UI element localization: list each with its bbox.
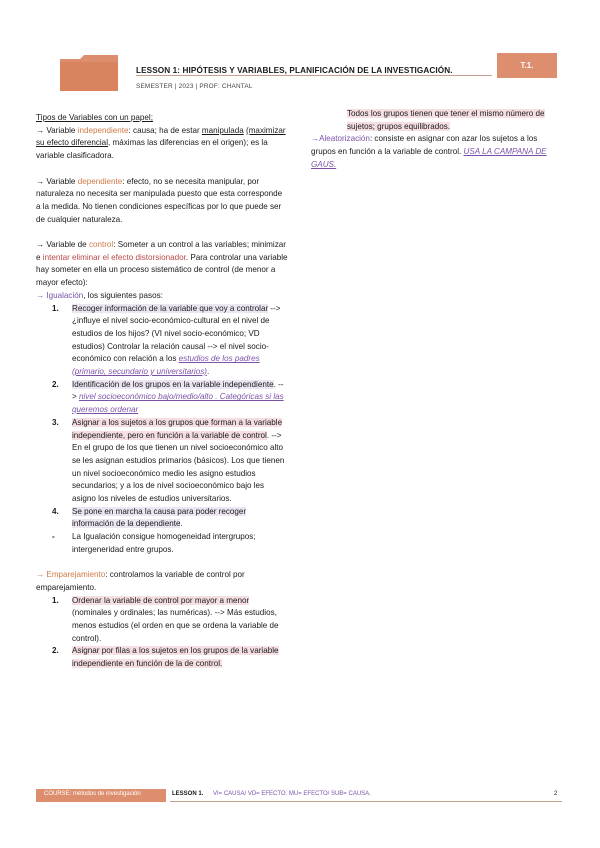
igualacion-steps: [36, 303, 288, 557]
left-column: [36, 112, 288, 671]
link-nivel-socioeconomico[interactable]: nivel socioeconómico bajo/medio/alto . Categóricas si las queremos ordenar: [72, 392, 284, 415]
right-column: [311, 108, 563, 172]
list-item: - La Igualación consigue homogeneidad intergrupos; intergeneridad entre grupos.: [52, 532, 256, 554]
emparejamiento-steps: [36, 595, 288, 671]
list-item: 3. Asignar a los sujetos a los grupos que forman a la variable independiente, pero en función a la variable de control. --> En el grupo de los que tienen un nivel socioeconómico alto se les asignan estudios primarios (básicos). Los que tienen un nivel socioeconómico medio les asigno estudios secundarios; y a los de nivel socioeconómico bajo les asigno los niveles de estudios universitarios.: [52, 417, 285, 504]
link-campana-gaus[interactable]: USA LA CAMPANA DE GAUS.: [311, 147, 547, 169]
folder-icon: [58, 53, 120, 93]
igualacion-heading: → Igualación, los siguientes pasos:: [36, 290, 163, 300]
footer-rule: [170, 801, 562, 802]
dep-paragraph: → Variable dependiente: efecto, no se necesita manipular, por naturaleza no necesita ser manipulada puesto que esta corresponde a la medida. No tienen condiciones específicas por lo que puede ser de cualquier naturaleza.: [36, 176, 283, 224]
emparejamiento-heading: → Emparejamiento: controlamos la variable de control por emparejamiento.: [36, 570, 245, 592]
footer-lesson: LESSON 1.: [172, 791, 204, 797]
control-paragraph: → Variable de control: Someter a un control a las variables; minimizar e intentar eliminar el efecto distorsionador. Para controlar una variable hay someter en ella un proceso sistemático de control (de menor a mayor efecto):: [36, 240, 288, 288]
link-estudios-padres[interactable]: estudios de los padres (primario, secundario y universitarios): [72, 354, 260, 377]
list-item: 1. Ordenar la variable de control por mayor a menor (nominales y ordinales; las numéricas). --> Más estudios, menos estudios (el orden en que se ordena la variable de control).: [52, 595, 279, 643]
aleatorizacion-paragraph: →Aleatorización: consiste en asignar con azar los sujetos a los grupos en función a la variable de control. USA LA CAMPANA DE GAUS.: [311, 134, 547, 169]
tipos-heading: Tipos de Variables con un papel;: [36, 113, 153, 122]
page-number: 2: [554, 791, 558, 797]
list-item: 2. Asignar por filas a los sujetos en los grupos de la variable independiente en función de la de control.: [52, 646, 279, 669]
footer-notes: VI= CAUSA/ VD= EFECTO. MU= EFECTO/ SUB= CAUSA.: [213, 791, 371, 797]
header-rule: [136, 75, 492, 76]
page-title: LESSON 1: HIPÓTESIS Y VARIABLES, PLANIFICACIÓN DE LA INVESTIGACIÓN.: [136, 66, 453, 75]
topic-tag: T.1.: [497, 53, 557, 78]
header-subtitle: SEMESTER | 2023 | PROF: CHANTAL: [136, 83, 253, 90]
indep-paragraph: → Variable independiente: causa; ha de estar manipulada (maximizar su efecto diferencial, máximas las diferencias en el origen); es la variable clasificadora.: [36, 125, 286, 161]
grupos-equilibrados: Todos los grupos tienen que tener el mismo número de sujetos; grupos equilibrados.: [347, 109, 545, 131]
list-item: 2. Identificación de los grupos en la variable independiente. --> nivel socioeconómico bajo/medio/alto . Categóricas si las queremos ordenar: [52, 379, 284, 415]
list-item: 4. Se pone en marcha la causa para poder recoger información de la dependiente.: [52, 506, 247, 529]
list-item: 1. Recoger información de la variable que voy a controlar --> ¿influye el nivel socio-económico-cultural en el nivel de estudios de los hijos? (VI nivel socio-económico; VD estudios) Controlar la relación causal --> el nivel socio-económico con relación a los estudios de los padres (primario, secundario y universitarios).: [52, 303, 281, 377]
footer-course: COURSE: métodos de investigación: [44, 791, 141, 797]
